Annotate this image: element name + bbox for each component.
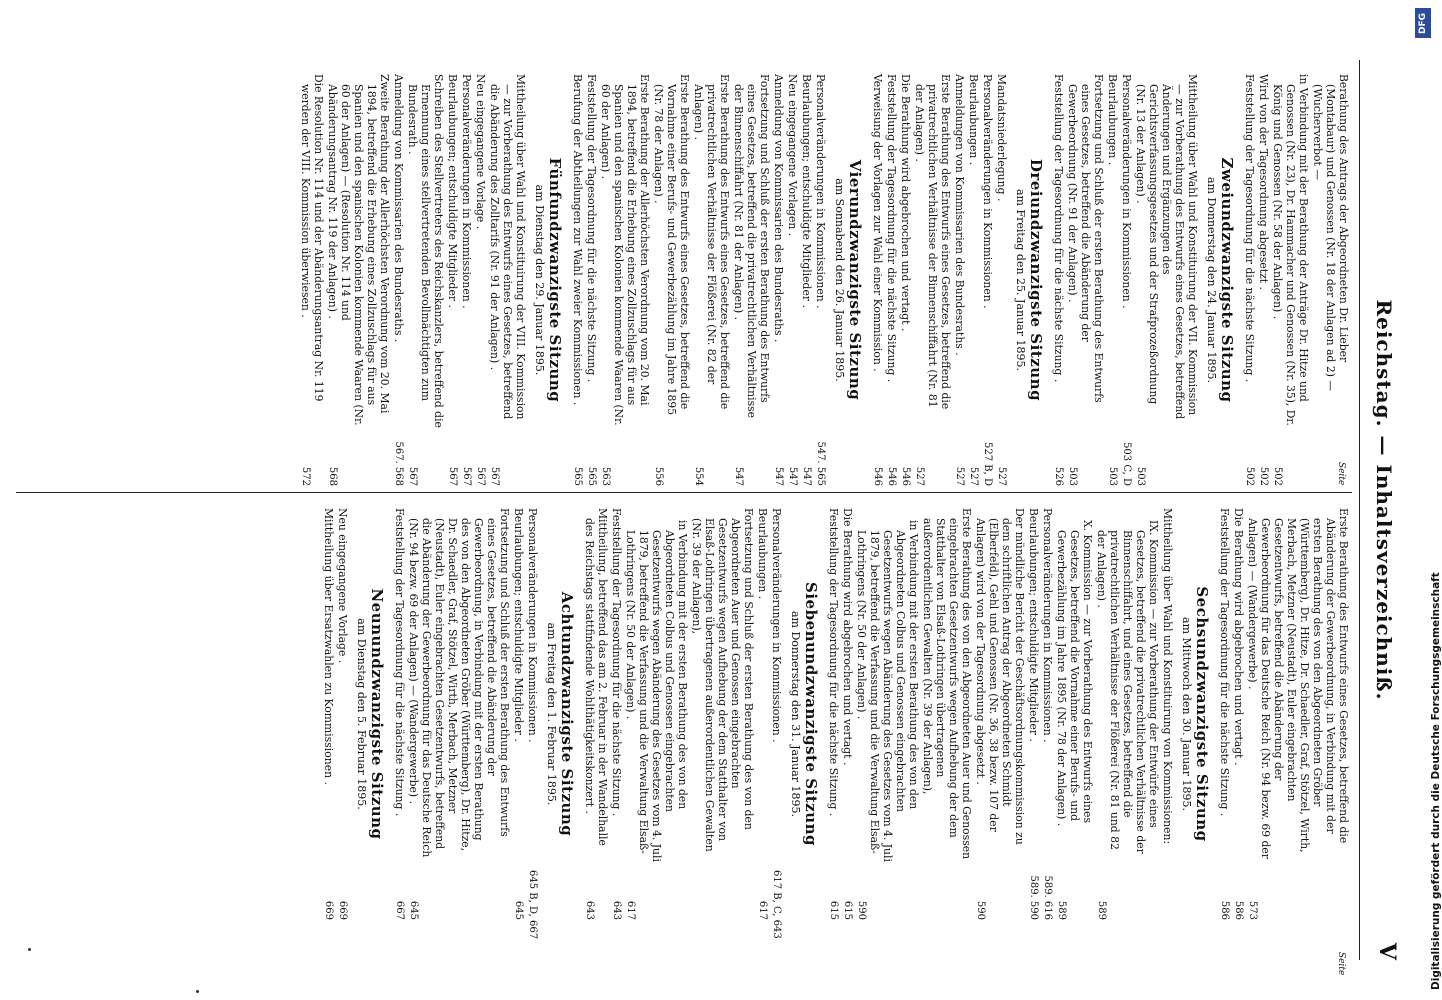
toc-entry-text: Fortsetzung und Schluß der ersten Berathung des Entwurfs eines Gesetzes, betreffend die Abänderung der Gewerbeordnung (Nr. 91 der Anlagen) .: [1066, 74, 1105, 403]
toc-entry: [322, 508, 335, 920]
toc-entry-text: Fortsetzung und Schluß der ersten Berathung des Entwurfs eines Gesetzes, betreffend die Abänderung der Gewerbeordnung, in Verbindung mit der ersten Berathung des von den Abgeordneten Gröber (Württemberg), Dr. Hitze, Dr. Schaedler, Graf, Stötzel, Wirth, Merbach, Metzner (Neustadt), Euler eingebrachten Gesetzentwurfs, betreffend die Abänderung der Gewerbeordnung für das Deutsche Reich (Nr. 94 bezw. 69 der Anlagen) — (Wandergewerbe) .: [407, 508, 511, 858]
session-date: am Donnerstag den 24. Januar 1895.: [1205, 176, 1218, 384]
toc-entry: [624, 508, 689, 920]
toc-entry: [855, 508, 920, 920]
toc-entry: [652, 74, 691, 486]
toc-entry-text: Erste Berathung des Entwurfs eines Gesetzes, betreffend die privatrechtlichen Verhältnisse der Binnenschiffahrt (Nr. 81 der Anlagen) .: [913, 74, 952, 410]
toc-entry-page: 589: [1056, 900, 1067, 920]
session-date: am Donnerstag den 31. Januar 1895.: [789, 610, 802, 818]
toc-entry-page: 503: [1107, 466, 1118, 486]
toc-entry-text: Mittheilung über Ersatzwahlen zu Kommissionen .: [322, 508, 335, 785]
toc-entry: [756, 508, 769, 920]
toc-entry: [585, 74, 598, 486]
toc-entry-page: 645: [408, 900, 419, 920]
toc-entry-page: 547: [801, 466, 812, 486]
toc-entry: [899, 74, 912, 486]
session-title: Zweiundzwanzigste Sitzung: [1218, 157, 1236, 403]
toc-entry: [981, 74, 994, 486]
toc-entry: [1041, 508, 1054, 920]
toc-entry-page: 567. 568: [393, 441, 404, 486]
toc-entry-text: Feststellung der Tagesordnung für die nächste Sitzung .: [610, 508, 623, 817]
running-title: Reichstag. — Inhaltsverzeichniß.: [1372, 299, 1396, 701]
session-heading-block: [1180, 508, 1211, 920]
toc-entry: [786, 74, 799, 486]
toc-entry: [1055, 508, 1094, 920]
toc-entry: [474, 74, 487, 486]
toc-entry-page: 669: [337, 900, 348, 920]
toc-entry-text: Neu eingegangene Vorlage .: [336, 508, 349, 664]
toc-entry-text: Personalveränderungen in Kommissionen .: [526, 508, 539, 743]
toc-entry-page: 643: [584, 900, 595, 920]
toc-entry-text: Anmeldung von Kommissarien des Bundesraths .: [392, 74, 405, 343]
session-title: Neunundzwanzigste Sitzung: [368, 588, 386, 840]
toc-entry-text: Beurlaubungen .: [1106, 74, 1119, 166]
toc-entry-text: Mandatsniederlegung .: [995, 74, 1008, 202]
toc-entry-page: 547: [787, 466, 798, 486]
toc-entry-page: 615: [842, 900, 853, 920]
seite-label-right: Seite: [1336, 952, 1346, 976]
toc-entry-text: in Verbindung mit der ersten Berathung des von den Abgeordneten Colbus und Genossen eingebrachten Gesetzentwurfs wegen Abänderung des Gesetzes vom 4. Juli 1879, betreffend die Verfassung und die Verwaltung Elsaß-Lothringens (Nr. 50 der Anlagen) .: [855, 520, 920, 862]
toc-entry-page: 502: [1272, 466, 1283, 486]
digitization-note: [1414, 0, 1442, 1000]
toc-entry-text: Erste Berathung der Allerhöchsten Verordnung vom 20. Mai 1894, betreffend die Erhebung eines Zollzuschlags für aus Spanien und den spanischen Kolonien kommende Waaren (Nr. 60 der Anlagen) .: [599, 74, 651, 426]
toc-entry: [406, 74, 445, 486]
toc-entry-text: Mittheilung über Wahl und Konstituirung von Kommissionen:: [1161, 508, 1174, 845]
toc-entry-page: 527: [954, 466, 965, 486]
toc-entry-page: 546: [900, 466, 911, 486]
toc-entry-text: Neu eingegangene Vorlagen .: [786, 74, 799, 237]
toc-entry-page: 589: [1096, 900, 1107, 920]
toc-entry-text: Erste Berathung des von den Abgeordneten Auer und Genossen eingebrachten Gesetzentwurfs wegen Aufhebung der dem Statthalter von Elsaß-Lothringen übertragenen außerordentlichen Gewalten (Nr. 39 der Anlagen),: [921, 508, 973, 860]
toc-entry: [392, 74, 405, 486]
column-divider: [16, 492, 1352, 493]
session-heading-block: [545, 508, 576, 920]
toc-entry: [446, 74, 459, 486]
toc-entry-page: 526: [1053, 466, 1064, 486]
toc-entry: [393, 508, 406, 920]
scan-speck: [196, 990, 199, 993]
toc-entry-text: Anmeldung von Kommissarien des Bundesraths .: [772, 74, 785, 343]
toc-entry: [1246, 508, 1350, 920]
session-date: am Sonnabend den 26. Januar 1895.: [833, 178, 846, 382]
toc-entry-page: 586: [1219, 900, 1230, 920]
toc-entry: [690, 508, 755, 920]
toc-entry-page: 572: [300, 466, 311, 486]
toc-entry: [921, 508, 973, 920]
toc-entry-page: 527 B, D: [982, 442, 993, 486]
digitization-note-text: Digitalisierung gefördert durch die Deutsche Forschungsgemeinschaft: [1430, 572, 1442, 990]
session-heading-block: [789, 508, 820, 920]
toc-entry-page: 669: [323, 900, 334, 920]
toc-entry-page: 589. 616: [1042, 875, 1053, 920]
session-title: Sechsundzwanzigste Sitzung: [1193, 586, 1211, 842]
toc-entry-text: Feststellung der Tagesordnung für die nächste Sitzung .: [585, 74, 598, 383]
toc-entry: [1311, 74, 1350, 486]
toc-entry-page: 503: [1067, 466, 1078, 486]
toc-entry-page: 567: [489, 466, 500, 486]
toc-entry: [336, 508, 349, 920]
toc-entry: [967, 74, 980, 486]
toc-entry-page: 617: [757, 900, 768, 920]
toc-entry-page: 502: [1244, 466, 1255, 486]
session-title: Vierundzwanzigste Sitzung: [846, 159, 864, 401]
toc-entry-page: 590: [856, 900, 867, 920]
toc-entry: [1052, 74, 1065, 486]
toc-entry-text: Personalveränderungen in Kommissionen .: [770, 508, 783, 743]
session-title: Dreiundzwanzigste Sitzung: [1027, 158, 1045, 402]
toc-entry-page: 503 C, D: [1121, 442, 1132, 486]
toc-entry-page: 565: [572, 466, 583, 486]
toc-entry: [512, 508, 525, 920]
toc-entry: [1161, 508, 1174, 920]
toc-entry-text: Personalveränderungen in Kommissionen .: [814, 74, 827, 309]
toc-entry-text: Mittheilung, betreffend das am 2. Februar in der Wandelhalle des Reichstags stattfindende Wohlthätigkeitskonzert .: [583, 508, 609, 846]
toc-entry-page: 573: [1247, 900, 1258, 920]
toc-entry: [1271, 74, 1310, 486]
toc-entry-page: 527: [968, 466, 979, 486]
toc-entry-text: Wird von der Tagesordnung abgesetzt .: [1257, 74, 1270, 290]
toc-entry-text: Beurlaubungen; entschuldigte Mitglieder .: [1027, 508, 1040, 742]
toc-entry: [460, 74, 473, 486]
toc-entry: [913, 74, 952, 486]
toc-entry-page: 547: [773, 466, 784, 486]
toc-entry-page: 617: [625, 900, 636, 920]
toc-entry: [800, 74, 813, 486]
toc-entry-text: Beurlaubungen; entschuldigte Mitglieder .: [446, 74, 459, 308]
right-column: [321, 508, 1350, 940]
toc-entry-text: Berufung der Abtheilungen zur Wahl zweier Kommissionen .: [571, 74, 584, 406]
toc-entry: [1218, 508, 1231, 920]
toc-entry: [1257, 74, 1270, 486]
toc-entry-text: Personalveränderungen in Kommissionen .: [460, 74, 473, 309]
session-heading-block: [1014, 74, 1045, 486]
toc-entry-page: 567: [475, 466, 486, 486]
toc-entry-page: 563: [600, 466, 611, 486]
toc-entry: [1232, 508, 1245, 920]
session-heading-block: [833, 74, 864, 486]
toc-entry: [571, 74, 584, 486]
session-date: am Freitag den 1. Februar 1895.: [545, 622, 558, 806]
toc-entry-page: 546: [872, 466, 883, 486]
toc-entry: [299, 74, 325, 486]
toc-entry-text: Mittheilung über Wahl und Konstituirung der VIII. Kommission — zur Vorberathung des Entwurfs eines Gesetzes, betreffend die Abänderung des Zolltarifs (Nr. 91 der Anlagen) .: [488, 74, 527, 420]
toc-entry-page: 589. 590: [1028, 875, 1039, 920]
toc-entry-page: 645: [513, 900, 524, 920]
toc-entry-text: Feststellung der Tagesordnung für die nächste Sitzung .: [1218, 508, 1231, 817]
toc-entry-text: Personalveränderungen in Kommissionen .: [981, 74, 994, 309]
toc-entry: [583, 508, 609, 920]
toc-entry: [974, 508, 1026, 920]
toc-entry-page: 547: [733, 466, 744, 486]
toc-entry-text: in Verbindung mit der ersten Berathung des von den Abgeordneten Colbus und Genossen eingebrachten Gesetzentwurfs wegen Abänderung des Gesetzes vom 4. Juli 1879, betreffend die Verfassung und die Verwaltung Elsaß-Lothringens (Nr. 50 der Anlagen) .: [624, 520, 689, 862]
toc-entry-text: in Verbindung mit der Berathung der Anträge Dr. Hitze und Genossen (Nr. 23), Dr. Hammacher und Genossen (Nr. 35), Dr. König und Genossen (Nr. 58 der Anlagen) .: [1271, 74, 1310, 426]
toc-entry-page: 645 B, D, 667: [527, 870, 538, 940]
toc-entry-text: Verweisung der Vorlagen zur Wahl einer Kommission .: [871, 74, 884, 372]
toc-entry-text: Beurlaubungen .: [756, 508, 769, 600]
toc-entry-text: Fortsetzung und Schluß der ersten Berathung des Entwurfs eines Gesetzes, betreffend die privatrechtlichen Verhältnisse der Binnenschiffahrt (Nr. 81 der Anlagen) .: [732, 74, 771, 419]
toc-entry: [1243, 74, 1256, 486]
toc-entry-page: 554: [693, 466, 704, 486]
toc-entry-text: Mittheilung über Wahl und Konstituirung der VII. Kommission — zur Vorberathung des Entwurfs eines Gesetzes, betreffend Änderungen und Ergänzungen des Gerichtsverfassungsgesetzes und der Strafprozeßordnung (Nr. 13 der Anlagen) .: [1134, 74, 1199, 420]
toc-entry-text: Personalveränderungen in Kommissionen .: [1120, 74, 1133, 309]
toc-entry-text: Feststellung der Tagesordnung für die nächste Sitzung .: [1052, 74, 1065, 383]
toc-entry: [526, 508, 539, 940]
seite-label-left: Seite: [1336, 462, 1346, 486]
toc-entry-text: Fortsetzung und Schluß der ersten Berathung des von den Abgeordneten Auer und Genossen eingebrachten Gesetzentwurfs wegen Aufhebung der dem Statthalter von Elsaß-Lothringen übertragenen außerordentlichen Gewalten (Nr. 39 der Anlagen),: [690, 508, 755, 852]
toc-entry-text: Beurlaubungen; entschuldigte Mitglieder .: [512, 508, 525, 742]
toc-entry-page: 586: [1233, 900, 1244, 920]
toc-entry: [871, 74, 884, 486]
toc-entry-text: Feststellung der Tagesordnung für die nächste Sitzung .: [827, 508, 840, 817]
toc-entry-text: Feststellung der Tagesordnung für die nächste Sitzung .: [1243, 74, 1256, 383]
session-heading-block: [1205, 74, 1236, 486]
session-date: am Dienstag den 29. Januar 1895.: [533, 184, 546, 376]
toc-entry: [885, 74, 898, 486]
toc-entry-page: 527: [914, 466, 925, 486]
toc-entry-text: Anmeldungen von Kommissarien des Bundesraths .: [953, 74, 966, 356]
toc-entry: [692, 74, 731, 486]
toc-entry-text: Die Berathung wird abgebrochen und vertagt .: [1232, 508, 1245, 766]
dfg-logo: DFG: [1415, 8, 1431, 38]
toc-entry-text: X. Kommission — zur Vorberathung des Entwurfs eines Gesetzes, betreffend die Vornahme einer Berufs- und Gewerbezählung im Jahre 1895 (Nr. 78 der Anlagen) .: [1055, 520, 1094, 827]
toc-entry-text: Zweite Berathung der Allerhöchsten Verordnung vom 20. Mai 1894, betreffend die Erhebung eines Zollzuschlags für aus Spanien und den spanischen Kolonien kommende Waaren (Nr. 60 der Anlagen) — (Resolution Nr. 114 und Abänderungsantrag Nr. 119 der Anlagen) .: [326, 74, 391, 426]
toc-entry: [1134, 74, 1199, 486]
toc-entry: [772, 74, 785, 486]
toc-entry-page: 643: [611, 900, 622, 920]
toc-entry-page: 567: [461, 466, 472, 486]
toc-entry-text: Die Berathung wird abgebrochen und vertagt .: [899, 74, 912, 332]
session-date: am Freitag den 25. Januar 1895.: [1014, 189, 1027, 371]
toc-entry: [1095, 508, 1160, 920]
toc-entry-page: 502: [1258, 466, 1269, 486]
toc-entry: [841, 508, 854, 920]
toc-entry-page: 568: [327, 466, 338, 486]
toc-entry: [1066, 74, 1105, 486]
toc-entry-text: Erste Berathung des Entwurfs eines Gesetzes, betreffend die privatrechtlichen Verhältnisse der Flößerei (Nr. 82 der Anlagen) .: [692, 74, 731, 410]
toc-entry-text: Schreiben des Stellvertreters des Reichskanzlers, betreffend die Ernennung eines stellvertretenden Bevollmächtigten zum Bundesrath .: [406, 74, 445, 428]
toc-entry-text: Die Resolution Nr. 114 und der Abänderungsantrag Nr. 119 werden der VIII. Kommission überwiesen .: [299, 74, 325, 402]
toc-entry-text: Die Berathung wird abgebrochen und vertagt .: [841, 508, 854, 766]
toc-entry-text: Berathung des Antrags der Abgeordneten Dr. Lieber (Montabaur) und Genossen (Nr. 18 der Anlagen ad 2) — (Wucherverbot —: [1311, 74, 1350, 392]
toc-entry: [407, 508, 511, 920]
toc-entry: [1027, 508, 1040, 920]
session-heading-block: [533, 74, 564, 486]
toc-entry-page: 617 B, C, 643: [771, 870, 782, 939]
toc-entry-page: 556: [653, 466, 664, 486]
toc-entry-text: Erste Berathung des Entwurfs eines Gesetzes, betreffend die Vornahme einer Berufs- und Gewerbezählung im Jahre 1895 (Nr. 78 der Anlagen) .: [652, 74, 691, 416]
toc-entry: [610, 508, 623, 920]
toc-entry: [953, 74, 966, 486]
toc-entry: [814, 74, 827, 486]
toc-entry-page: 567: [447, 466, 458, 486]
toc-entry: [488, 74, 527, 486]
toc-entry: [1106, 74, 1119, 486]
session-date: am Mittwoch den 30. Januar 1895.: [1180, 617, 1193, 811]
session-title: Fünfundzwanzigste Sitzung: [546, 157, 564, 403]
left-column: [298, 74, 1350, 486]
session-title: Siebenundzwanzigste Sitzung: [802, 582, 820, 846]
toc-entry-page: 547. 565: [815, 441, 826, 486]
toc-entry-text: Erste Berathung des Entwurfs eines Gesetzes, betreffend die Abänderung der Gewerbeordnung, in Verbindung mit der ersten Berathung des von den Abgeordneten Gröber (Württemberg), Dr. Hitze, Dr. Schaedler, Graf, Stötzel, Wirth, Merbach, Metzner (Neustadt), Euler eingebrachten Gesetzentwurfs, betreffend die Abänderung der Gewerbeordnung für das Deutsche Reich (Nr. 94 bezw. 69 der Anlagen) — (Wandergewerbe) .: [1246, 508, 1350, 859]
toc-entry: [599, 74, 651, 486]
toc-entry-text: Feststellung der Tagesordnung für die nächste Sitzung .: [885, 74, 898, 383]
toc-entry: [770, 508, 783, 939]
scan-speck: [28, 948, 31, 951]
toc-entry-page: 615: [828, 900, 839, 920]
toc-entry: [1120, 74, 1133, 486]
toc-entry: [827, 508, 840, 920]
toc-entry: [326, 74, 391, 486]
toc-entry-page: 567: [407, 466, 418, 486]
toc-entry-text: IX. Kommission — zur Vorberathung der Entwürfe eines Gesetzes, betreffend die privatrechtlichen Verhältnisse der Binnenschiffahrt, und eines Gesetzes, betreffend die privatrechtlichen Verhältnisse der Flößerei (Nr. 81 und 82 der Anlagen) .: [1095, 520, 1160, 854]
session-title: Achtundzwanzigste Sitzung: [558, 591, 576, 837]
toc-entry-text: Personalveränderungen in Kommissionen .: [1041, 508, 1054, 743]
toc-entry-text: Feststellung der Tagesordnung für die nächste Sitzung .: [393, 508, 406, 817]
header-rule: [1359, 60, 1360, 960]
toc-entry-page: 667: [394, 900, 405, 920]
toc-entry-page: 546: [886, 466, 897, 486]
toc-entry-page: 527: [996, 466, 1007, 486]
toc-entry-text: Neu eingegangene Vorlage .: [474, 74, 487, 230]
toc-entry-page: 503: [1135, 466, 1146, 486]
toc-entry: [732, 74, 771, 486]
session-date: am Dienstag den 5. Februar 1895.: [355, 618, 368, 810]
toc-entry: [995, 74, 1008, 486]
page-number: V: [1374, 942, 1400, 960]
toc-entry-text: Der mündliche Bericht der Geschäftsordnungskommission zu dem schriftlichen Antrag der Abgeordneten Schmidt (Elberfeld), Gehl und Genossen (Nr. 36, 38 bezw. 107 der Anlagen) wird von der Tagesordnung abgesetzt .: [974, 508, 1026, 845]
toc-entry-page: 590: [975, 900, 986, 920]
toc-entry-page: 565: [586, 466, 597, 486]
toc-entry-text: Beurlaubungen; entschuldigte Mitglieder .: [800, 74, 813, 308]
toc-entry-text: Beurlaubungen .: [967, 74, 980, 166]
session-heading-block: [355, 508, 386, 920]
